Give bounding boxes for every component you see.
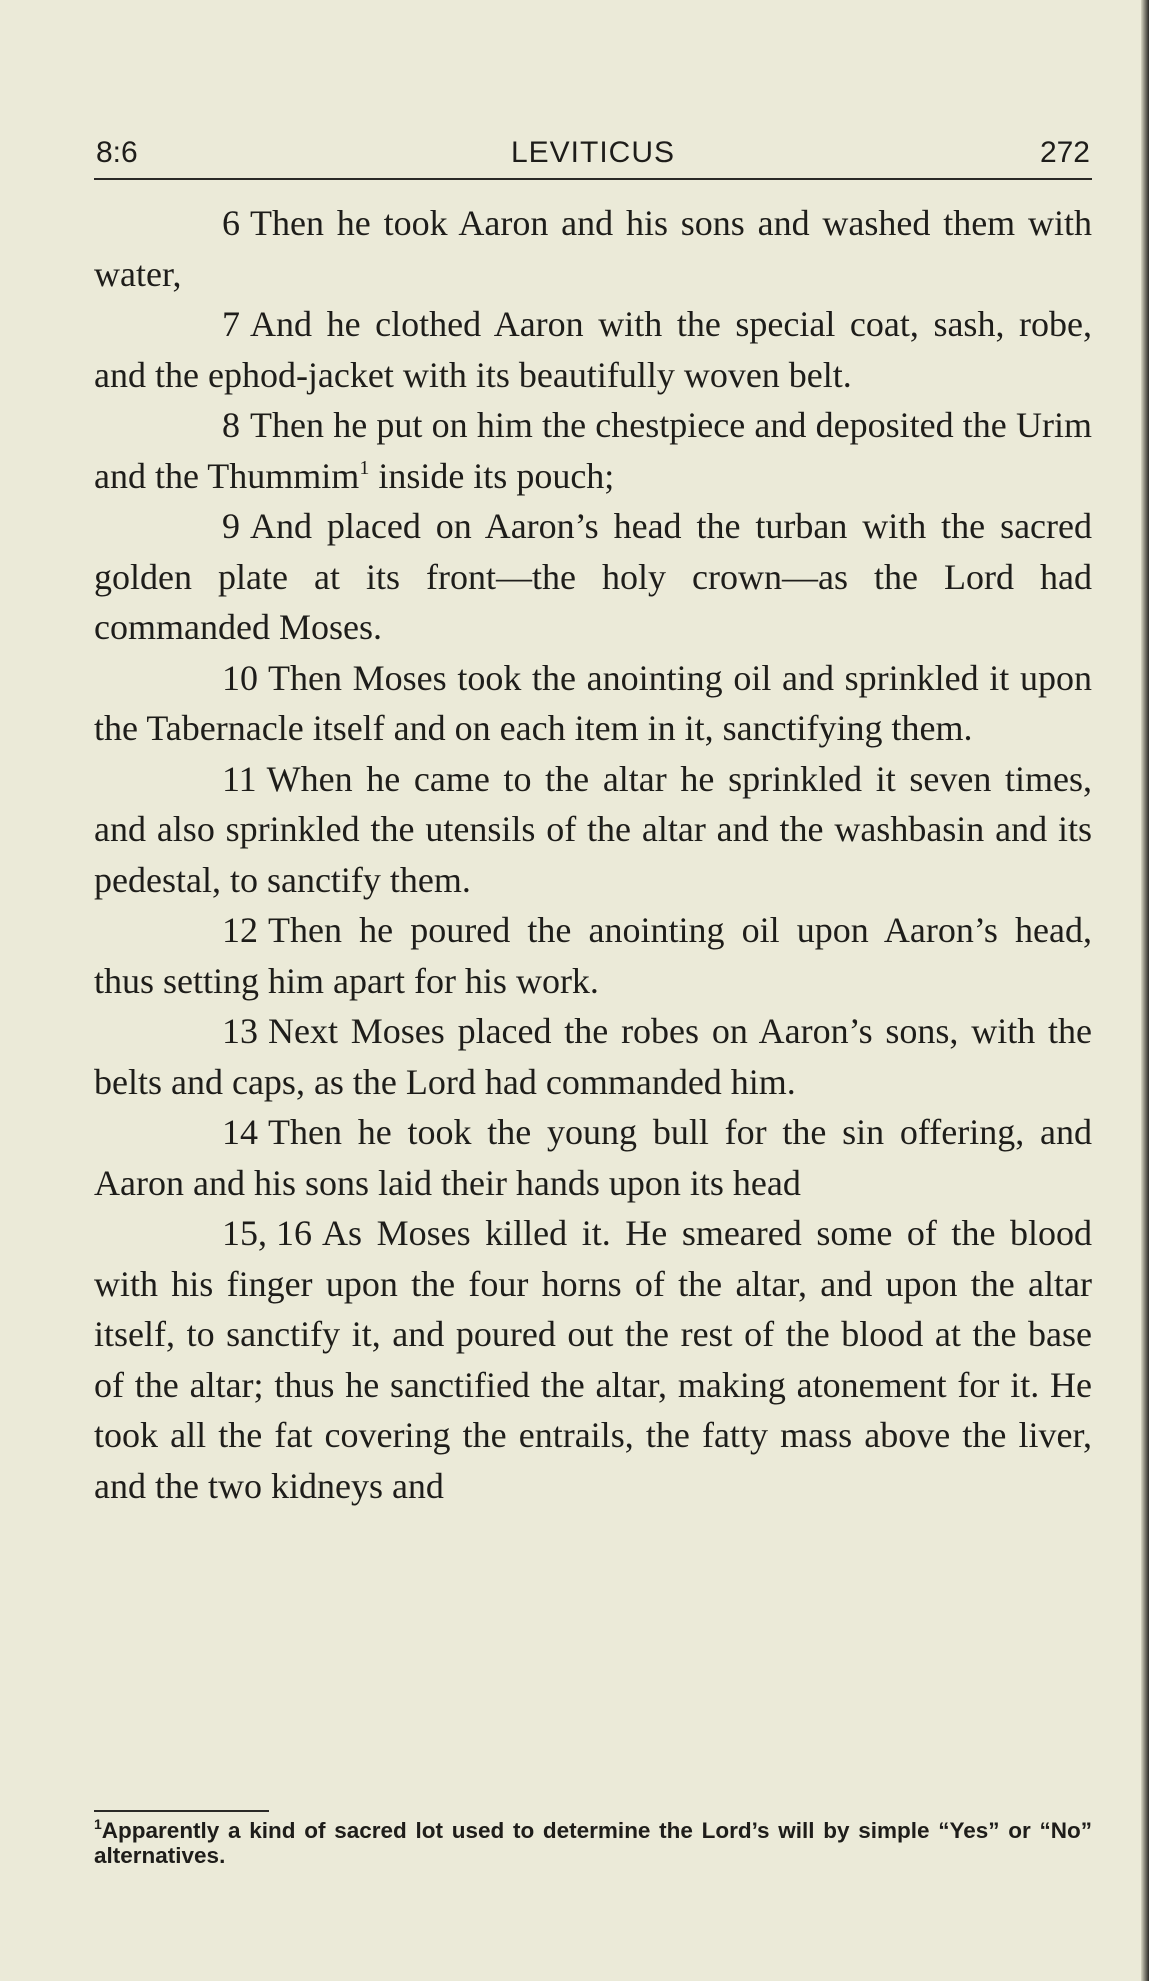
footnote-divider xyxy=(94,1810,269,1812)
running-header xyxy=(94,134,1092,180)
footnote-text: Apparently a kind of sacred lot used to determine the Lord’s will by simple “Yes” or “No” alternatives. xyxy=(94,1818,1092,1868)
verse-text: Then Moses took the anointing oil and sprinkled it upon the Tabernacle itself and on each item in it, sanctifying them. xyxy=(94,657,1092,748)
verse-13 xyxy=(94,1006,1092,1107)
verse-number: 8 xyxy=(222,405,240,445)
verse-7 xyxy=(94,299,1092,400)
verse-12 xyxy=(94,905,1092,1006)
verse-text: As Moses killed it. He smeared some of the blood with his finger upon the four horns of the altar, and upon the altar itself, to sanctify it, and poured out the rest of the blood at the base of the altar; thus he sanctified the altar, making atonement for it. He took all the fat covering the entrails, the fatty mass above the liver, and the two kidneys and xyxy=(94,1213,1092,1506)
verse-6 xyxy=(94,198,1092,299)
verse-text: And he clothed Aaron with the special coat, sash, robe, and the ephod-jacket with its beautifully woven belt. xyxy=(94,304,1092,395)
verse-text: Then he put on him the chestpiece and deposited the Urim and the Thummim xyxy=(94,405,1092,496)
verse-number: 14 xyxy=(222,1112,258,1152)
verse-8 xyxy=(94,400,1092,501)
verse-number: 7 xyxy=(222,304,240,344)
page-number: 272 xyxy=(1039,136,1090,169)
verse-number: 10 xyxy=(222,657,258,698)
verse-number: 9 xyxy=(222,506,240,546)
verse-text-continued: inside its pouch; xyxy=(369,455,615,496)
verse-text: Then he took Aaron and his sons and washed them with water, xyxy=(94,203,1092,294)
verse-15-16 xyxy=(94,1208,1092,1511)
footnote-marker: 1 xyxy=(359,456,370,479)
scripture-text xyxy=(94,198,1092,1511)
verse-11 xyxy=(94,754,1092,906)
verse-14 xyxy=(94,1107,1092,1208)
verse-number: 12 xyxy=(222,910,258,950)
book-title: LEVITICUS xyxy=(510,136,676,169)
verse-number: 6 xyxy=(222,203,240,243)
footnote-number: 1 xyxy=(94,1816,102,1832)
chapter-verse-reference: 8:6 xyxy=(96,136,138,169)
verse-number: 11 xyxy=(222,758,257,799)
verse-10 xyxy=(94,653,1092,754)
verse-text: Then he took the young bull for the sin offering, and Aaron and his sons laid their hands upon its head xyxy=(94,1112,1092,1203)
verse-text: Next Moses placed the robes on Aaron’s sons, with the belts and caps, as the Lord had commanded him. xyxy=(94,1011,1092,1102)
verse-text: Then he poured the anointing oil upon Aaron’s head, thus setting him apart for his work. xyxy=(94,910,1092,1001)
verse-text: And placed on Aaron’s head the turban with the sacred golden plate at its front—the holy crown—as the Lord had commanded Moses. xyxy=(94,506,1092,647)
verse-text: When he came to the altar he sprinkled it seven times, and also sprinkled the utensils of the altar and the washbasin and its pedestal, to sanctify them. xyxy=(94,758,1092,900)
verse-9 xyxy=(94,501,1092,653)
page-edge-shadow xyxy=(1141,0,1149,1981)
verse-number: 15, 16 xyxy=(222,1213,312,1253)
footnote xyxy=(94,1818,1092,1868)
verse-number: 13 xyxy=(222,1011,258,1051)
